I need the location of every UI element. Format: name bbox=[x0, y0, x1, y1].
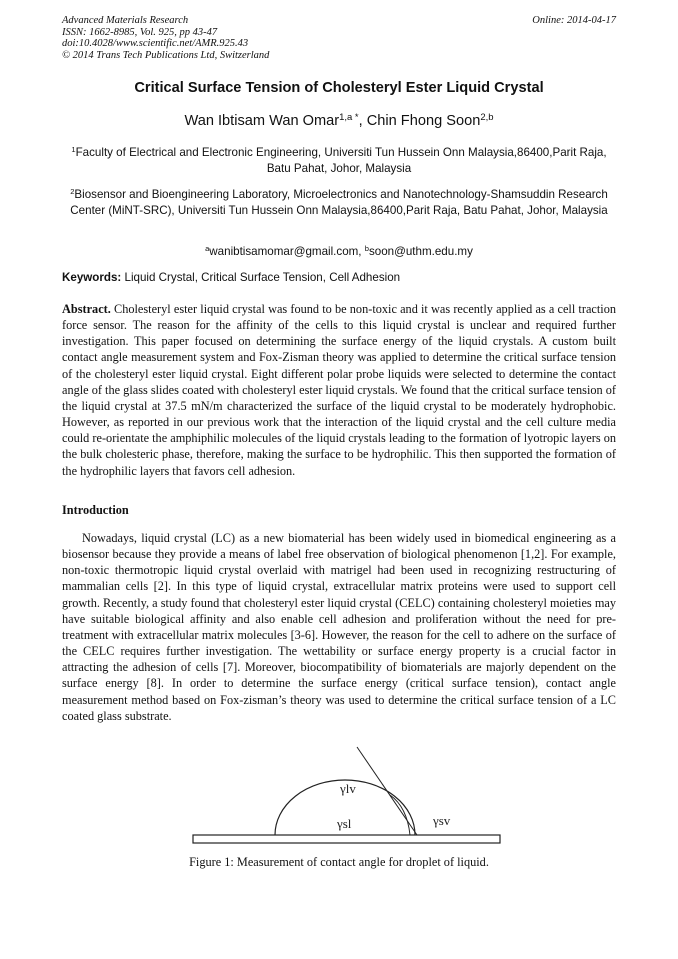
author-line bbox=[0, 113, 678, 129]
affiliation-2 bbox=[62, 187, 616, 219]
author-affiliation-mark: 2,b bbox=[480, 111, 494, 123]
email-text: soon@uthm.edu.my bbox=[368, 245, 473, 258]
glass-substrate bbox=[193, 835, 500, 843]
gamma-sl-label: γsl bbox=[337, 816, 352, 831]
keywords bbox=[62, 271, 616, 284]
keywords-label: Keywords: bbox=[62, 271, 122, 284]
author-name: Chin Fhong Soon bbox=[366, 113, 481, 129]
email-text: wanibtisamomar@gmail.com, bbox=[209, 245, 365, 258]
issn-line: ISSN: 1662-8985, Vol. 925, pp 43-47 bbox=[62, 26, 218, 38]
gamma-lv-label: γlv bbox=[340, 781, 356, 796]
affiliation-1 bbox=[62, 145, 616, 177]
intro-paragraph: Nowadays, liquid crystal (LC) as a new biomaterial has been widely used in biomedical engineering as a biosensor because they provide a means of label free observation of biological phenomenon [1,2]. For example, non-toxic thermotropic liquid crystal overlaid with matrigel had been used in recognizing restructuring of mammalian cells [2]. In this type of liquid crystal, extracellular matrix proteins were used to support cell growth. Recently, a study found that cholesteryl ester liquid crystal (CELC) containing cholesteryl moieties may have suitable biological affinity and also enable cell adhesion and proliferation without the need for pre-treatment with extracellular matrix molecules [3-6]. However, the reason for the cell to adhere on the surface of the CELC requires further investigation. The wettability or surface energy property is a crucial factor in attracting the adhesion of cells [7]. Moreover, biocompatibility of biomaterials are majorly dependent on the surface energy [8]. In order to determine the surface energy (critical surface tension), contact angle measurement method based on Fox-zisman’s theory was used to determine the critical surface tension of a LC coated glass substrate. bbox=[62, 531, 616, 723]
doi-line: doi:10.4028/www.scientific.net/AMR.925.43 bbox=[62, 38, 249, 49]
affiliation-text: Faculty of Electrical and Electronic Engineering, Universiti Tun Hussein Onn Malaysia,86400,Parit Raja, Batu Pahat, Johor, Malaysia bbox=[75, 146, 607, 175]
contact-angle-figure bbox=[185, 745, 505, 845]
journal-name: Advanced Materials Research bbox=[62, 15, 189, 26]
author-name: Wan Ibtisam Wan Omar bbox=[184, 113, 340, 129]
paper-title: Critical Surface Tension of Cholesteryl Ester Liquid Crystal bbox=[134, 80, 544, 96]
figure-caption: Figure 1: Measurement of contact angle for droplet of liquid. bbox=[189, 855, 489, 869]
abstract-text: Cholesteryl ester liquid crystal was found to be non-toxic and it was recently applied as a cell traction force sensor. The reason for the affinity of the cells to this liquid crystal is unclear and required further investigation. This paper focused on determining the surface energy of the liquid crystals. A custom built contact angle measurement system and Fox-Zisman theory was applied to determine the critical surface tension of the cholesteryl ester liquid crystal. Eight different polar probe liquids were selected to determine the contact angle of the glass slides coated with cholesteryl ester liquid crystals. We found that the critical surface tension of the liquid crystal at 37.5 mN/m characterized the surface of the liquid crystal to be moderately hydrophobic. However, as reported in our previous work that the interaction of the liquid crystal and the cell culture media could re-orientate the amphiphilic molecules of the liquid crystals leading to the formation of lyotropic layers on the bulk cholesteric phase, therefore, making the surface to be hydrophilic. This then supported the formation of the hydrophilic layers that favors cell adhesion. bbox=[62, 302, 616, 478]
abstract bbox=[62, 301, 616, 479]
email-mark: a bbox=[205, 243, 210, 253]
author-affiliation-mark: 1,a * bbox=[339, 111, 359, 123]
page-header bbox=[62, 15, 616, 61]
keywords-text: Liquid Crystal, Critical Surface Tension, Cell Adhesion bbox=[121, 271, 401, 284]
affiliation-mark: 1 bbox=[71, 144, 76, 154]
section-heading: Introduction bbox=[62, 503, 129, 517]
abstract-label: Abstract. bbox=[62, 302, 111, 316]
affiliation-text: Biosensor and Bioengineering Laboratory, Microelectronics and Nanotechnology-Shamsuddin Research Center (MiNT-SRC), Universiti Tun Hussein Onn Malaysia,86400,Parit Raja, Batu Pahat, Johor, Malaysia bbox=[70, 188, 608, 217]
author-separator: , bbox=[358, 113, 367, 129]
email-mark: b bbox=[364, 243, 369, 253]
email-line bbox=[62, 244, 616, 260]
affiliation-mark: 2 bbox=[70, 186, 75, 196]
online-date: Online: 2014-04-17 bbox=[532, 15, 616, 26]
gamma-sv-label: γsv bbox=[433, 813, 451, 828]
copyright-line: © 2014 Trans Tech Publications Ltd, Switzerland bbox=[62, 49, 270, 61]
